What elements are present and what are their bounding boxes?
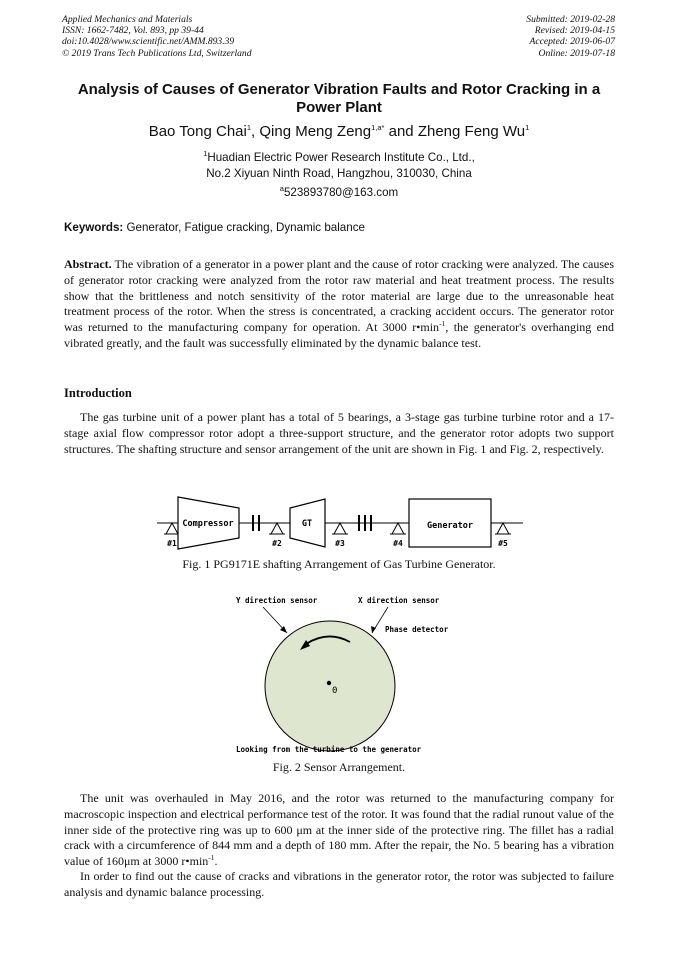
gt-label: GT [301, 519, 313, 529]
author-list [62, 123, 616, 140]
author-name: Qing Meng Zeng [259, 123, 372, 140]
copyright: © 2019 Trans Tech Publications Ltd, Switzerland [62, 47, 252, 59]
affiliation-mark: 1 [203, 149, 208, 159]
bearing-label: #1 [167, 539, 177, 548]
author-affil-mark: 1 [525, 123, 530, 132]
doi[interactable]: doi:10.4028/www.scientific.net/AMM.893.39 [62, 36, 235, 48]
author-separator: , [251, 123, 260, 140]
paragraph: In order to find out the cause of cracks and vibrations in the generator rotor, the rotor was subjected to failure analysis and dynamic balance processing. [64, 869, 614, 899]
figure-2-caption: Fig. 2 Sensor Arrangement. [272, 760, 406, 774]
bearing-4 [390, 523, 406, 534]
rotor-disk [265, 621, 395, 751]
bearing-2 [269, 523, 285, 534]
author-affil-mark: 1 [246, 123, 252, 132]
author-name: Zheng Feng Wu [417, 123, 526, 140]
bearing-label: #4 [393, 539, 403, 548]
bearing-label: #3 [335, 539, 345, 548]
superscript: -1 [208, 853, 215, 863]
journal-name: Applied Mechanics and Materials [62, 14, 193, 25]
paragraph-text: The unit was overhauled in May 2016, and the rotor was returned to the manufacturing company for macroscopic inspection and electrical performance test of the rotor. It was found that the radial runout value of the inner side of the protective ring was up to 600 μm at the inner side of the protective ring. The fillet has a radial crack with a circumference of 844 mm and a depth of 180 mm. After the repair, the No. 5 bearing has a vibration value of 160μm at 3000 r•min [64, 791, 614, 869]
superscript: -1 [439, 319, 446, 329]
bearing-3 [332, 523, 348, 534]
x-sensor-label: X direction sensor [358, 596, 440, 605]
generator-label: Generator [426, 521, 474, 531]
affiliation [62, 150, 616, 181]
paragraph-text: . [214, 854, 218, 869]
author-name: Bao Tong Chai [148, 123, 247, 140]
keywords [64, 221, 365, 234]
author-email [62, 186, 616, 199]
phase-detector-label: Phase detector [385, 625, 449, 634]
compressor-label: Compressor [182, 519, 234, 529]
revised-date: Revised: 2019-04-15 [534, 25, 615, 37]
author-affil-mark: 1,a* [371, 123, 385, 132]
abstract-text: The vibration of a generator in a power plant and the cause of rotor cracking were analyzed. The causes of generator rotor cracking were analyzed from the rotor raw material and heat treatment process. The results show that the brittleness and notch sensitivity of the rotor material are large due to the unreasonable heat treatment process of the rotor. When the stress is concentrated, a cracking accident occurs. The generator rotor was returned to the manufacturing company for operation. At 3000 r•min [64, 257, 614, 335]
center-label: 0 [332, 686, 338, 696]
accepted-date: Accepted: 2019-06-07 [529, 36, 615, 48]
header-left [62, 14, 252, 59]
view-direction-label: Looking from the turbine to the generator [236, 745, 422, 754]
header-right [526, 14, 615, 59]
abstract-label: Abstract. [64, 257, 112, 271]
online-date: Online: 2019-07-18 [538, 47, 615, 59]
affiliation-line: Huadian Electric Power Research Institute Co., Ltd., [207, 151, 475, 164]
email-mark: a [279, 184, 284, 194]
author-separator: and [384, 123, 418, 140]
keywords-text: Generator, Fatigue cracking, Dynamic balance [123, 221, 365, 234]
figure-1-caption: Fig. 1 PG9171E shafting Arrangement of Gas Turbine Generator. [182, 557, 496, 571]
issn: ISSN: 1662-7482, Vol. 893, pp 39-44 [62, 25, 204, 37]
paragraph [64, 791, 614, 870]
bearing-label: #2 [272, 539, 282, 548]
keywords-label: Keywords: [64, 221, 124, 234]
email-address[interactable]: 523893780@163.com [283, 186, 399, 199]
abstract [64, 257, 614, 352]
y-sensor-label: Y direction sensor [236, 596, 318, 605]
figure-1-diagram [155, 490, 525, 552]
bearing-label: #5 [498, 539, 508, 548]
paper-title: Analysis of Causes of Generator Vibration Faults and Rotor Cracking in a Power Plant [77, 81, 601, 116]
sensor-arrow [263, 607, 287, 633]
section-heading: Introduction [64, 386, 132, 400]
paragraph: The gas turbine unit of a power plant has a total of 5 bearings, a 3-stage gas turbine turbine rotor and a 17-stage axial flow compressor rotor adopt a three-support structure, and the generator rotor adopts two support structures. The shafting structure and sensor arrangement of the unit are shown in Fig. 1 and Fig. 2, respectively. [64, 410, 614, 456]
bearing-5 [495, 523, 511, 534]
affiliation-line: No.2 Xiyuan Ninth Road, Hangzhou, 310030, China [206, 166, 472, 180]
abstract-text: , the generator's overhanging end vibrated greatly, and the fault was successfully eliminated by the dynamic balance test. [64, 320, 614, 350]
rotor-center [327, 681, 331, 685]
figure-2-diagram [230, 590, 450, 760]
submitted-date: Submitted: 2019-02-28 [526, 14, 615, 25]
